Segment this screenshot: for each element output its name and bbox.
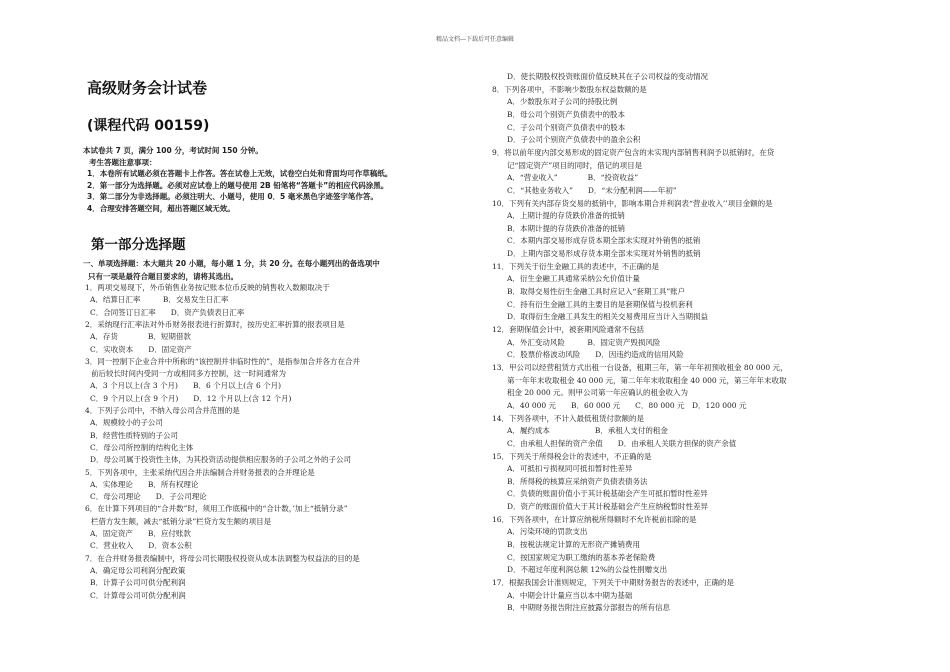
question-line: 11．下列关于衍生金融工具的表述中，不正确的是: [492, 261, 660, 271]
question-line: A．履约成本 B．承租人支付的租金: [507, 426, 668, 436]
question-line: C．9 个月以上(含 9 个月) D．12 个月以上(含 12 个月): [90, 393, 292, 403]
question-line: 第一年年末收取租金 40 000 元，第二年年末收取租金 40 000 元，第三年年末收取: [507, 375, 787, 385]
question-line: A．污染环境的罚款支出: [507, 527, 588, 537]
question-line: A．确定母公司利润分配政策: [90, 565, 186, 575]
instruction-line: 3．第二部分为非选择题。必须注明大、小题号，使用 0．5 毫米黑色字迹签字笔作答。: [87, 192, 378, 202]
question-line: B．计算子公司可供分配利润: [90, 578, 186, 588]
question-line: 4．下列子公司中，不纳入母公司合并范围的是: [85, 406, 240, 415]
question-line: 15．下列关于所得税会计的表述中，不正确的是: [492, 451, 652, 461]
question-line: A．存货 B．短期借款: [90, 332, 191, 342]
question-line: 3．同一控制下企业合并中所称的“该控制并非临时性的”，是指参加合并各方在合并: [85, 356, 360, 366]
question-line: A．40 000 元 B．60 000 元 C．80 000 元 D．120 000 元: [507, 400, 747, 410]
question-line: B．中期财务报告附注应披露分部报告的所有信息: [507, 603, 671, 613]
question-line: 14．下列各项中，不计入最低租赁付款额的是: [492, 413, 645, 423]
question-line: C．本期内部交易形成存货本期全部未实现对外销售的抵销: [507, 236, 701, 246]
instruction-line: 2．第一部分为选择题。必须对应试卷上的题号使用 2B 铅笔将“答题卡”的相应代码涂黑。: [87, 180, 389, 190]
question-line: A．规模较小的子公司: [90, 418, 163, 428]
question-line: 5．下列各项中，主张采纳代因合并法编制合并财务报表的合并理论是: [85, 467, 315, 477]
question-line: A．“营业收入” B．“投资收益”: [507, 173, 639, 183]
question-line: C．母公司所控制的结构化主体: [90, 442, 194, 452]
question-line: 2．采纳现行汇率法对外币财务报表进行折算时，按历史汇率折算的报表项目是: [85, 319, 345, 329]
part-title: 第一部分选择题: [91, 237, 186, 253]
instruction-line: 4．合理安排答题空间，超出答题区域无效。: [87, 204, 235, 213]
question-line: C．计算母公司可供分配利润: [90, 590, 186, 600]
question-line: C．子公司个别资产负债表中的股本: [507, 122, 626, 132]
question-line: A．少数股东对子公司的持股比例: [507, 97, 618, 107]
question-line: C．由承租人担保的资产余值 D．由承租人关联方担保的资产余值: [507, 438, 737, 448]
question-line: A．外汇变动风险 B．固定资产毁损风险: [507, 337, 661, 347]
question-line: B．取得交易性衍生金融工具时应记入“套期工具”账户: [507, 287, 686, 297]
question-line: C．营业收入 D．资本公积: [90, 541, 192, 551]
section-line: 只有一项是最符合题目要求的，请将其选出。: [88, 271, 238, 281]
question-line: A．结算日汇率 B．交易发生日汇率: [90, 295, 229, 305]
question-line: A．3 个月以上(含 3 个月) B．6 个月以上(含 6 个月): [90, 381, 282, 391]
page-header: 精品文档---下载后可任意编辑: [435, 36, 515, 43]
question-line: A．实体理论 B．所有权理论: [90, 479, 199, 489]
question-line: B．母公司个别资产负债表中的股本: [507, 109, 626, 119]
instruction-line: 本试卷共 7 页，满分 100 分，考试时间 150 分钟。: [83, 146, 263, 155]
question-line: 13．甲公司以经营租赁方式出租一台设备，租期三年，第一年年初预收租金 80 000 元，: [492, 362, 788, 372]
question-line: C．母公司理论 D．子公司理论: [90, 492, 207, 502]
question-line: 10．下列有关内部存货交易的抵销中，影响本期合并利润表“营业收入’’项目金额的是: [492, 198, 773, 208]
question-line: C．股票价格波动风险 D．因违约造成的信用风险: [507, 350, 684, 360]
question-line: 租金 20 000 元。则甲公司第一年应确认的租金收入为: [507, 388, 689, 398]
exam-title: 高级财务会计试卷: [87, 79, 208, 97]
question-line: D．使长期股权投资账面价值反映其在子公司权益的变动情况: [507, 72, 709, 81]
question-line: A．上期计提的存货跌价准备的抵销: [507, 211, 625, 221]
question-line: 9．将以前年度内部交易形成的固定资产包含的未实现内部销售利润予以抵销时，在贷: [492, 147, 775, 157]
question-line: B．经营性质特别的子公司: [90, 430, 179, 440]
section-line: 一、单项选择题：本大题共 20 小题，每小题 1 分，共 20 分。在每小题列出的备选项中: [83, 259, 380, 268]
question-line: A．中期会计计量应当以本中期为基础: [507, 590, 633, 600]
question-line: A．固定资产 B．应付账款: [90, 529, 191, 538]
question-line: D．取得衍生金融工具发生的相关交易费用应当计入当期损益: [507, 312, 709, 322]
question-line: 12．套期保值会计中，被套期风险通常不包括: [492, 325, 645, 334]
question-line: D．上期内部交易形成存货本期全部未实现对外销售的抵销: [507, 249, 701, 259]
question-line: C．实收资本 D．固定资产: [90, 344, 192, 354]
question-line: D．资产的账面价值大于其计税基础会产生应纳税暂时性差异: [507, 502, 709, 512]
instruction-line: 考生答题注意事项：: [89, 157, 157, 167]
question-line: B．按税法规定计算的无形资产摊销费用: [507, 540, 641, 550]
question-line: 记“固定资产”项目的同时，借记的项目是: [507, 160, 643, 170]
question-line: 6．在计算下列项目的“合并数”时，须用工作底稿中的“合计数，’加上“抵销分录”: [85, 504, 348, 514]
question-line: 前后较长时间内受同一方或相同多方控制，这一时间通常为: [91, 369, 286, 379]
question-line: 栏借方发生额，减去“抵销分录”栏贷方发生额的项目是: [91, 516, 272, 526]
question-line: A．可抵扣亏损视同可抵扣暂时性差异: [507, 464, 633, 474]
question-line: 16．下列各项中，在计算应纳税所得额时不允许税前扣除的是: [492, 514, 697, 524]
question-line: 7．在合并财务报表编制中，将母公司长期股权投资从成本法调整为权益法的目的是: [85, 553, 360, 563]
question-line: D．母公司属于投资性主体，为其投资活动提供相应服务的子公司之外的子公司: [90, 455, 352, 465]
instruction-line: 1．本卷所有试题必须在答题卡上作答。答在试卷上无效，试卷空白处和背面均可作草稿纸。: [87, 169, 393, 179]
question-line: C．合同签订日汇率 D．资产负债表日汇率: [90, 307, 245, 317]
question-line: 1．两项交易现下，外币销售业务按记账本位币反映的销售收入数额取决于: [85, 283, 330, 292]
course-code: (课程代码 00159): [87, 118, 210, 134]
question-line: C．负债的账面价值小于其计税基础会产生可抵扣暂时性差异: [507, 489, 708, 499]
question-line: C．按国家规定为职工缴纳的基本养老保险费: [507, 552, 656, 562]
question-line: D．子公司个别资产负债表中的盈余公积: [507, 135, 641, 145]
question-line: D．不超过年度利润总额 12%的公益性捐赠支出: [507, 565, 668, 575]
question-line: C．持有衍生金融工具的主要目的是套期保值与投机套利: [507, 299, 693, 309]
question-line: 8．下列各项中，不影响少数股东权益数额的是: [492, 84, 647, 94]
question-line: A．衍生金融工具通常采纳公允价值计量: [507, 274, 640, 284]
question-line: 17．根据我国会计准则规定，下列关于中期财务报告的表述中，正确的是: [492, 578, 735, 587]
question-line: B．所得税的核算应采纳资产负债表债务法: [507, 476, 648, 486]
question-line: B．本期计提的存货跌价准备的抵销: [507, 223, 626, 233]
question-line: C．“其他业务收入” D．“未分配利润——年初”: [507, 185, 677, 195]
